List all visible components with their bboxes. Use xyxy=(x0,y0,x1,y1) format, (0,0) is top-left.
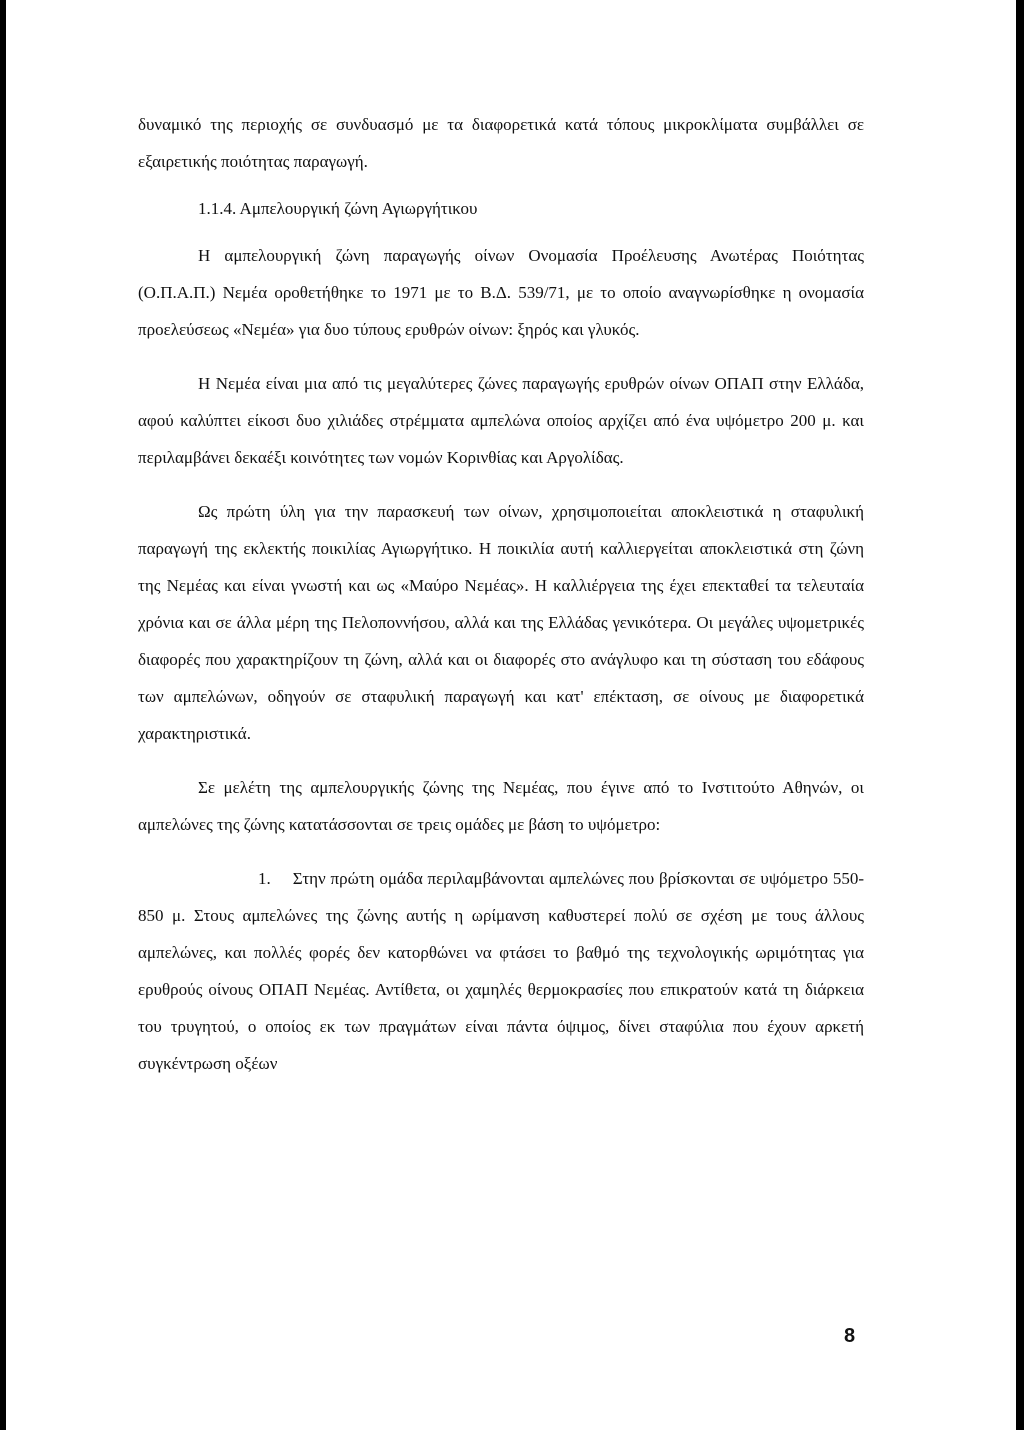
paragraph: Η αμπελουργική ζώνη παραγωγής οίνων Ονομασία Προέλευσης Ανωτέρας Ποιότητας (Ο.Π.Α.Π.) Νεμέα οροθετήθηκε το 1971 με το Β.Δ. 539/71, με το οποίο αναγνωρίσθηκε η ονομασία προελεύσεως «Νεμέα» για δυο τύπους ερυθρών οίνων: ξηρός και γλυκός. xyxy=(138,246,864,339)
paragraph: Η Νεμέα είναι μια από τις μεγαλύτερες ζώνες παραγωγής ερυθρών οίνων ΟΠΑΠ στην Ελλάδα, αφού καλύπτει είκοσι δυο χιλιάδες στρέμματα αμπελώνα οποίος αρχίζει από ένα υψόμετρο 200 μ. και περιλαμβάνει δεκαέξι κοινότητες των νομών Κορινθίας και Αργολίδας. xyxy=(138,374,864,467)
page-number: 8 xyxy=(844,1325,856,1347)
paragraph-continuation: δυναμικό της περιοχής σε συνδυασμό με τα διαφορετικά κατά τόπους μικροκλίματα συμβάλλει σε εξαιρετικής ποιότητας παραγωγή. xyxy=(138,115,864,171)
document-body xyxy=(138,106,864,1082)
list-item-number: 1. xyxy=(258,869,271,888)
paragraph: Ως πρώτη ύλη για την παρασκευή των οίνων, χρησιμοποιείται αποκλειστικά η σταφυλική παραγωγή της εκλεκτής ποικιλίας Αγιωργήτικο. Η ποικιλία αυτή καλλιεργείται αποκλειστικά στη ζώνη της Νεμέας και είναι γνωστή και ως «Μαύρο Νεμέας». Η καλλιέργεια της έχει επεκταθεί τα τελευταία χρόνια και σε άλλα μέρη της Πελοποννήσου, αλλά και της Ελλάδας γενικότερα. Οι μεγάλες υψομετρικές διαφορές που χαρακτηρίζουν τη ζώνη, αλλά και οι διαφορές στο ανάγλυφο και τη σύσταση του εδάφους των αμπελώνων, οδηγούν σε σταφυλική παραγωγή και κατ' επέκταση, σε οίνους με διαφορετικά χαρακτηριστικά. xyxy=(138,502,864,743)
list-item xyxy=(138,860,864,1082)
section-heading: 1.1.4. Αμπελουργική ζώνη Αγιωργήτικου xyxy=(198,199,478,218)
paragraph: Σε μελέτη της αμπελουργικής ζώνης της Νεμέας, που έγινε από το Ινστιτούτο Αθηνών, οι αμπελώνες της ζώνης κατατάσσονται σε τρεις ομάδες με βάση το υψόμετρο: xyxy=(138,778,864,834)
list-item-text: Στην πρώτη ομάδα περιλαμβάνονται αμπελώνες που βρίσκονται σε υψόμετρο 550-850 μ. Στους αμπελώνες της ζώνης αυτής η ωρίμανση καθυστερεί πολύ σε σχέση με τους άλλους αμπελώνες, και πολλές φορές δεν κατορθώνει να φτάσει το βαθμό της τεχνολογικής ωριμότητας για ερυθρούς οίνους ΟΠΑΠ Νεμέας. Αντίθετα, οι χαμηλές θερμοκρασίες που επικρατούν κατά τη διάρκεια του τρυγητού, ο οποίος εκ των πραγμάτων είναι πάντα όψιμος, δίνει σταφύλια που έχουν αρκετή συγκέντρωση οξέων xyxy=(138,869,864,1073)
numbered-list xyxy=(138,860,864,1082)
document-page xyxy=(6,0,1016,1430)
